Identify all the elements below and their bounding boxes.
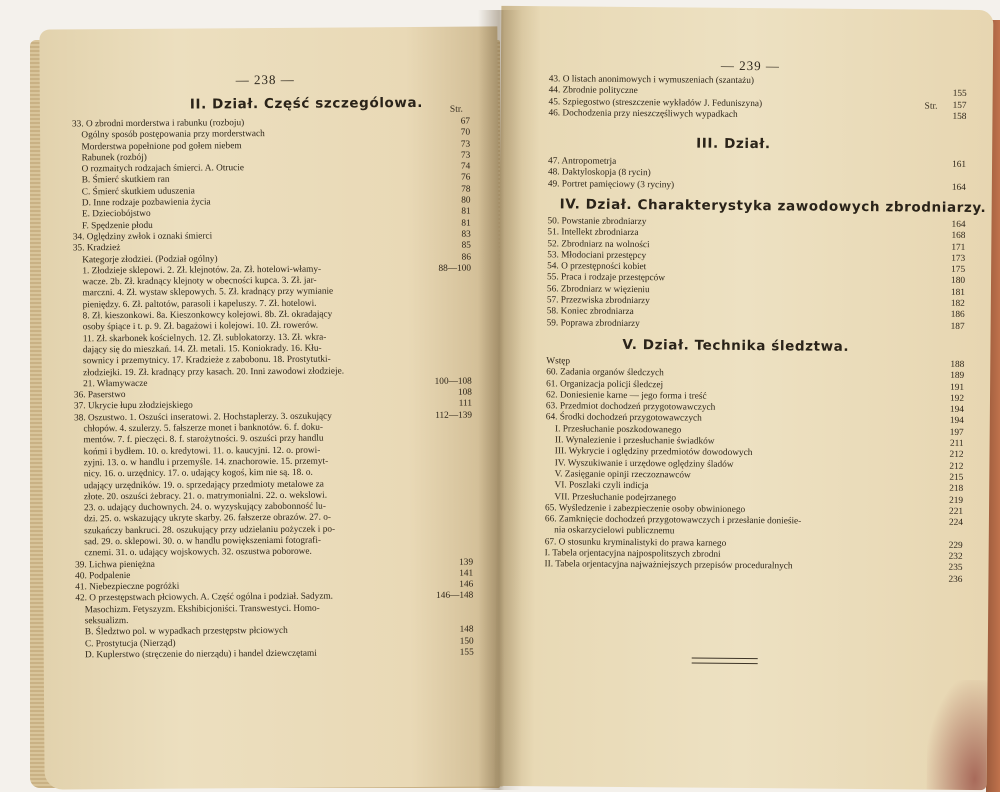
toc-entry-title: V. Zasięganie opinji rzeczoznawców bbox=[545, 469, 691, 481]
toc-entry-page: 224 bbox=[948, 517, 963, 529]
toc-entry-title: O rozmaitych rodzajach śmierci. A. Otrucie bbox=[72, 163, 245, 175]
toc-entry-page: 155 bbox=[952, 89, 967, 100]
toc-entry-title: 63. Przedmiot dochodzeń przygotowawczych bbox=[545, 401, 716, 413]
toc-entry-title: udający urzędników. 19. o. sprzedający przedmioty metalowe za bbox=[74, 479, 324, 491]
toc-entry-title: Wstęp bbox=[546, 356, 571, 367]
toc-entry-page: 212 bbox=[949, 450, 964, 461]
toc-entry-title: Morderstwa popełnione pod gołem niebem bbox=[72, 140, 242, 152]
toc-entry-page: 164 bbox=[951, 219, 966, 230]
toc-entry-title: pieniędzy. 6. Zł. paltotów, parasoli i kapeluszy. 7. Zł. hotelowi. bbox=[73, 298, 317, 311]
toc-entry-title: 49. Portret pamięciowy (3 ryciny) bbox=[547, 178, 675, 190]
toc-entry-page: 86 bbox=[461, 252, 471, 263]
toc-entry-title: 41. Niebezpieczne pogróżki bbox=[75, 581, 180, 593]
toc-entry-title: osoby śpiące i t. p. 9. Zł. bagażowi i kolejowi. 10. Zł. rowerów. bbox=[73, 321, 319, 333]
toc-entry-title: 64. Środki dochodzeń przygotowawczych bbox=[545, 412, 702, 425]
toc-entry-title: chłopów. 4. szulerzy. 5. fałszerze monet i banknotów. 6. f. doku- bbox=[74, 422, 324, 435]
toc-entry-page: 161 bbox=[952, 159, 967, 170]
toc-entry-page: 182 bbox=[950, 298, 965, 310]
toc-entry-page: 189 bbox=[950, 371, 965, 382]
section-title: III. Dział. bbox=[696, 135, 771, 153]
toc-entry-page: 139 bbox=[459, 557, 474, 568]
toc-entries-section5 bbox=[544, 356, 964, 586]
toc-entry-title: 46. Dochodzenia przy nieszczęśliwych wypadkach bbox=[548, 108, 738, 120]
toc-entry-title: sownicy i przemytnicy. 17. Kradzieże z zabobonu. 18. Prostytutki- bbox=[73, 354, 331, 367]
toc-entry-page: 236 bbox=[948, 574, 963, 585]
toc-entry-title: Masochizm. Fetyszyzm. Ekshibicjoniści. Transwestyci. Homo- bbox=[75, 603, 320, 616]
toc-entry-page: 188 bbox=[950, 359, 965, 370]
toc-entry-title: I. Przesłuchanie poszkodowanego bbox=[545, 424, 682, 436]
toc-entry bbox=[548, 108, 966, 123]
toc-entry-title: zyjni. 13. o. w handlu i przemyśle. 14. znachorowie. 15. przemyt- bbox=[74, 456, 329, 469]
toc-entry-title: 57. Przezwiska zbrodniarzy bbox=[546, 295, 650, 307]
toc-entry-page: 181 bbox=[950, 287, 965, 298]
toc-entry-page: 150 bbox=[459, 636, 474, 647]
toc-entries-section4 bbox=[547, 216, 966, 333]
toc-entry-page: 192 bbox=[950, 393, 965, 404]
toc-entry-title: 47. Antropometrja bbox=[548, 156, 617, 167]
toc-entry-title: 8. Zł. kieszonkowi. 8a. Kieszonkowcy kolejowi. 8b. Zł. okradający bbox=[73, 309, 333, 322]
toc-entry-title: 45. Szpiegostwo (streszczenie wykładów J. Feduniszyna) bbox=[548, 96, 763, 109]
toc-entry-page: 186 bbox=[950, 310, 965, 321]
toc-entry-page: 194 bbox=[949, 404, 964, 416]
page-number: — 238 — bbox=[235, 71, 295, 88]
toc-entry-title: VI. Poszlaki czyli indicja bbox=[545, 480, 649, 492]
toc-entry-page: 73 bbox=[460, 139, 471, 150]
toc-entry-title: 36. Paserstwo bbox=[73, 390, 126, 401]
toc-entry-title: 62. Doniesienie karne — jego forma i treść bbox=[545, 390, 707, 402]
toc-entry-page: 112—139 bbox=[435, 410, 473, 421]
toc-entry-title: 1. Złodzieje sklepowi. 2. Zł. klejnotów. 2a. Zł. hotelowi-włamy- bbox=[73, 264, 322, 277]
toc-entry bbox=[76, 648, 474, 662]
toc-entry-page: 74 bbox=[460, 161, 471, 172]
toc-entry-page: 157 bbox=[952, 100, 967, 111]
toc-entry-title: 48. Daktyloskopja (8 rycin) bbox=[547, 167, 651, 179]
toc-entry-page: 218 bbox=[949, 484, 964, 495]
left-page bbox=[39, 26, 502, 789]
toc-entry-page: 229 bbox=[948, 540, 963, 551]
toc-entry-title: 37. Ukrycie łupu złodziejskiego bbox=[73, 400, 193, 412]
toc-entry-page: 155 bbox=[459, 647, 474, 658]
str-label: Str. bbox=[449, 104, 463, 115]
toc-entry-title: II. Wynalezienie i przesłuchanie świadków bbox=[545, 435, 715, 447]
toc-entry-page: 215 bbox=[949, 472, 964, 483]
toc-entry-page: 168 bbox=[951, 231, 966, 242]
toc-entry-title bbox=[544, 578, 922, 581]
toc-entry-page: 67 bbox=[460, 116, 471, 127]
toc-entry-page: 187 bbox=[950, 321, 965, 332]
toc-entry-title: dzi. 25. o. wskazujący ukryte skarby. 26. fałszerze obrazów. 27. o- bbox=[74, 512, 331, 525]
toc-entry-title: nicy. 16. o. urzędnicy. 17. o. udający kogoś, kim nie są. 18. o. bbox=[74, 467, 313, 480]
toc-entry-title: 60. Zadania organów śledczych bbox=[546, 367, 664, 379]
toc-entry-page: 141 bbox=[459, 568, 474, 579]
toc-entry-title: D. Kuplerstwo (stręczenie do nierządu) i handel dziewczętami bbox=[75, 648, 317, 661]
str-label: Str. bbox=[924, 101, 938, 112]
toc-entry-page: 81 bbox=[461, 218, 471, 229]
toc-entry-title: cznemi. 31. o. udający wojskowych. 32. oszustwa poborowe. bbox=[74, 547, 312, 559]
toc-entry-title: 54. O przestępności kobiet bbox=[547, 261, 647, 273]
toc-entry-page: 78 bbox=[461, 184, 471, 195]
toc-entry-title: mentów. 7. f. pieczęci. 8. f. starożytności. 9. oszuści przy handlu bbox=[74, 433, 324, 446]
toc-entry-title: C. Prostytucja (Nierząd) bbox=[75, 638, 176, 650]
toc-entry-title: 35. Kradzież bbox=[72, 243, 121, 254]
page-number: — 239 — bbox=[720, 57, 780, 74]
page-stain bbox=[927, 680, 988, 791]
toc-entry-title: 39. Lichwa pieniężna bbox=[75, 559, 155, 570]
toc-entry-page: 219 bbox=[949, 495, 964, 506]
toc-entry-page: 232 bbox=[948, 551, 963, 562]
toc-entry-title: B. Śledztwo pol. w wypadkach przestępstw płciowych bbox=[75, 626, 288, 638]
toc-entries bbox=[72, 117, 474, 662]
toc-entry-title: 61. Organizacja policji śledczej bbox=[546, 378, 664, 390]
section-title: IV. Dział. Charakterystyka zawodowych zbrodniarzy. bbox=[559, 196, 987, 217]
toc-entries-top bbox=[548, 74, 966, 123]
toc-entry-page: 85 bbox=[461, 240, 471, 251]
toc-entry-page: 108 bbox=[457, 387, 472, 398]
toc-entry-title: seksualizm. bbox=[75, 616, 129, 627]
toc-entry-title: B. Śmierć skutkiem ran bbox=[72, 175, 170, 186]
toc-entry-title: 67. O stosunku kryminalistyki do prawa karnego bbox=[544, 537, 727, 549]
toc-entries-section3 bbox=[548, 156, 966, 194]
toc-entry-title: 38. Oszustwo. 1. Oszuści inseratowi. 2. Hochstaplerzy. 3. oszukujący bbox=[74, 411, 332, 424]
toc-entry-title: złodziejki. 19. Zł. kradnący przy kasach. 20. Inni zawodowi złodzieje. bbox=[73, 366, 345, 378]
toc-entry-title: złote. 20. oszuści żebracy. 21. o. matrymonialni. 22. o. wekslowi. bbox=[74, 490, 328, 503]
section-title: V. Dział. Technika śledztwa. bbox=[622, 336, 850, 355]
toc-entry-title: 34. Oględziny zwłok i oznaki śmierci bbox=[72, 231, 213, 243]
toc-entry-title: 42. O przestępstwach płciowych. A. Część ogólna i podział. Sadyzm. bbox=[75, 592, 334, 604]
toc-entry-title: D. Inne rodzaje pozbawienia życia bbox=[72, 197, 211, 209]
toc-entry-title: F. Spędzenie płodu bbox=[72, 220, 153, 232]
toc-entry-title: sad. 29. o. sklepowi. 30. o. w handlu powiększeniami fotografi- bbox=[74, 535, 322, 548]
toc-entry-title: VII. Przesłuchanie podejrzanego bbox=[545, 491, 677, 503]
toc-entry-page: 173 bbox=[951, 253, 966, 264]
toc-entry-page: 191 bbox=[950, 382, 965, 393]
toc-entry-page: 111 bbox=[458, 399, 473, 410]
toc-entry-page: 194 bbox=[949, 416, 964, 427]
toc-entry-page: 83 bbox=[461, 229, 471, 240]
toc-entry-page: 197 bbox=[949, 427, 964, 438]
toc-entry-title: Kategorje złodziei. (Podział ogólny) bbox=[72, 253, 218, 265]
divider-rule bbox=[692, 658, 758, 665]
toc-entry bbox=[548, 179, 966, 194]
toc-entry-page: 158 bbox=[952, 111, 967, 122]
toc-entry-title: 43. O listach anonimowych i wymuszeniach (szantażu) bbox=[548, 74, 755, 87]
toc-entry-page: 180 bbox=[951, 276, 966, 287]
section-title: II. Dział. Część szczególowa. bbox=[189, 94, 423, 113]
toc-entry-page: 80 bbox=[461, 195, 471, 206]
toc-entry bbox=[547, 318, 965, 333]
toc-entry-page: 148 bbox=[459, 624, 474, 636]
toc-entry-page: 76 bbox=[461, 173, 471, 184]
toc-entry-title: 33. O zbrodni morderstwa i rabunku (rozboju) bbox=[71, 118, 245, 130]
toc-entry-title: IV. Wyszukiwanie i urzędowe oględziny śladów bbox=[545, 457, 734, 470]
toc-entry-page: 100—108 bbox=[434, 376, 472, 387]
toc-entry-title: III. Wykrycie i oględziny przedmiotów dowodowych bbox=[545, 446, 753, 459]
toc-entry-page: 146 bbox=[459, 579, 474, 590]
toc-entry-title: marczni. 4. Zł. wystaw sklepowych. 5. Zł. kradnący przy wymianie bbox=[73, 287, 334, 299]
toc-entry-title: 66. Zamknięcie dochodzeń przygotowawczych i przesłanie donieśie- bbox=[544, 514, 802, 527]
toc-entry-page: 175 bbox=[951, 264, 966, 276]
toc-entry-title: Ogólny sposób postępowania przy morderstwach bbox=[72, 129, 265, 141]
toc-entry-title: 51. Intellekt zbrodniarza bbox=[547, 227, 639, 239]
toc-entry-page: 70 bbox=[460, 127, 471, 138]
toc-entry-title: Rabunek (rozbój) bbox=[72, 152, 147, 164]
toc-entry-title: dający się do mieszkań. 14. Zł. metali. 15. Koniokrady. 16. Kłu- bbox=[73, 343, 322, 356]
toc-entry-title: E. Dzieciobójstwo bbox=[72, 209, 151, 220]
toc-entry-title: I. Tabela orjentacyjna najpospolitszych zbrodni bbox=[544, 548, 721, 560]
toc-entry-title: II. Tabela orjentacyjna najważniejszych przepisów proceduralnych bbox=[544, 559, 793, 572]
toc-entry-title: 50. Powstanie zbrodniarzy bbox=[547, 216, 647, 228]
toc-entry-title: 59. Poprawa zbrodniarzy bbox=[546, 317, 640, 329]
toc-entry-title: 11. Zł. skarbonek kościelnych. 12. Zł. sublokatorzy. 13. Zł. wkra- bbox=[73, 332, 327, 345]
toc-entry-title: nia oskarzycielowi publicznemu bbox=[544, 525, 675, 537]
toc-entry-page: 235 bbox=[948, 563, 963, 574]
toc-entry-title: 40. Podpalenie bbox=[75, 570, 131, 582]
toc-entry-page: 146—148 bbox=[436, 591, 474, 602]
toc-entry-title: 56. Zbrodniarz w więzieniu bbox=[546, 284, 650, 295]
toc-entry-title: 44. Zbrodnie polityczne bbox=[548, 85, 638, 97]
toc-entry-title: C. Śmierć skutkiem uduszenia bbox=[72, 186, 195, 198]
toc-entry-title: końmi i bydłem. 10. o. kredytowi. 11. o. kaucyjni. 12. o. prowi- bbox=[74, 445, 321, 457]
toc-entry-title: 52. Zbrodniarz na wolności bbox=[547, 238, 650, 250]
toc-entry-title: 58. Koniec zbrodniarza bbox=[546, 306, 634, 318]
toc-entry-title: szukańczy bankruci. 28. oszukujący przy udzielaniu pożyczek i po- bbox=[74, 524, 336, 537]
toc-entry-page: 73 bbox=[460, 150, 471, 161]
toc-entry-page: 211 bbox=[949, 438, 964, 449]
toc-entry-page: 221 bbox=[949, 506, 964, 517]
toc-entry-title: 21. Włamywacze bbox=[73, 378, 148, 390]
toc-entry-title: 23. o. udający duchownych. 24. o. wyzyskujący zabobonność lu- bbox=[74, 501, 326, 514]
toc-entry-page: 88—100 bbox=[438, 263, 472, 274]
toc-entry-title: 53. Młodociani przestępcy bbox=[547, 250, 647, 262]
toc-entry-page: 81 bbox=[461, 206, 471, 218]
right-page bbox=[495, 6, 994, 790]
toc-entry-page: 212 bbox=[949, 461, 964, 472]
toc-entry-title: wacze. 2b. Zł. kradnący klejnoty w obecności kupca. 3. Zł. jar- bbox=[73, 275, 317, 288]
toc-entry-title: 65. Wyśledzenie i zabezpieczenie osoby obwinionego bbox=[544, 503, 746, 515]
toc-entry-title: 55. Praca i rodzaje przestępców bbox=[546, 272, 666, 284]
toc-entry-page: 164 bbox=[951, 182, 966, 193]
toc-entry-page: 171 bbox=[951, 242, 966, 253]
